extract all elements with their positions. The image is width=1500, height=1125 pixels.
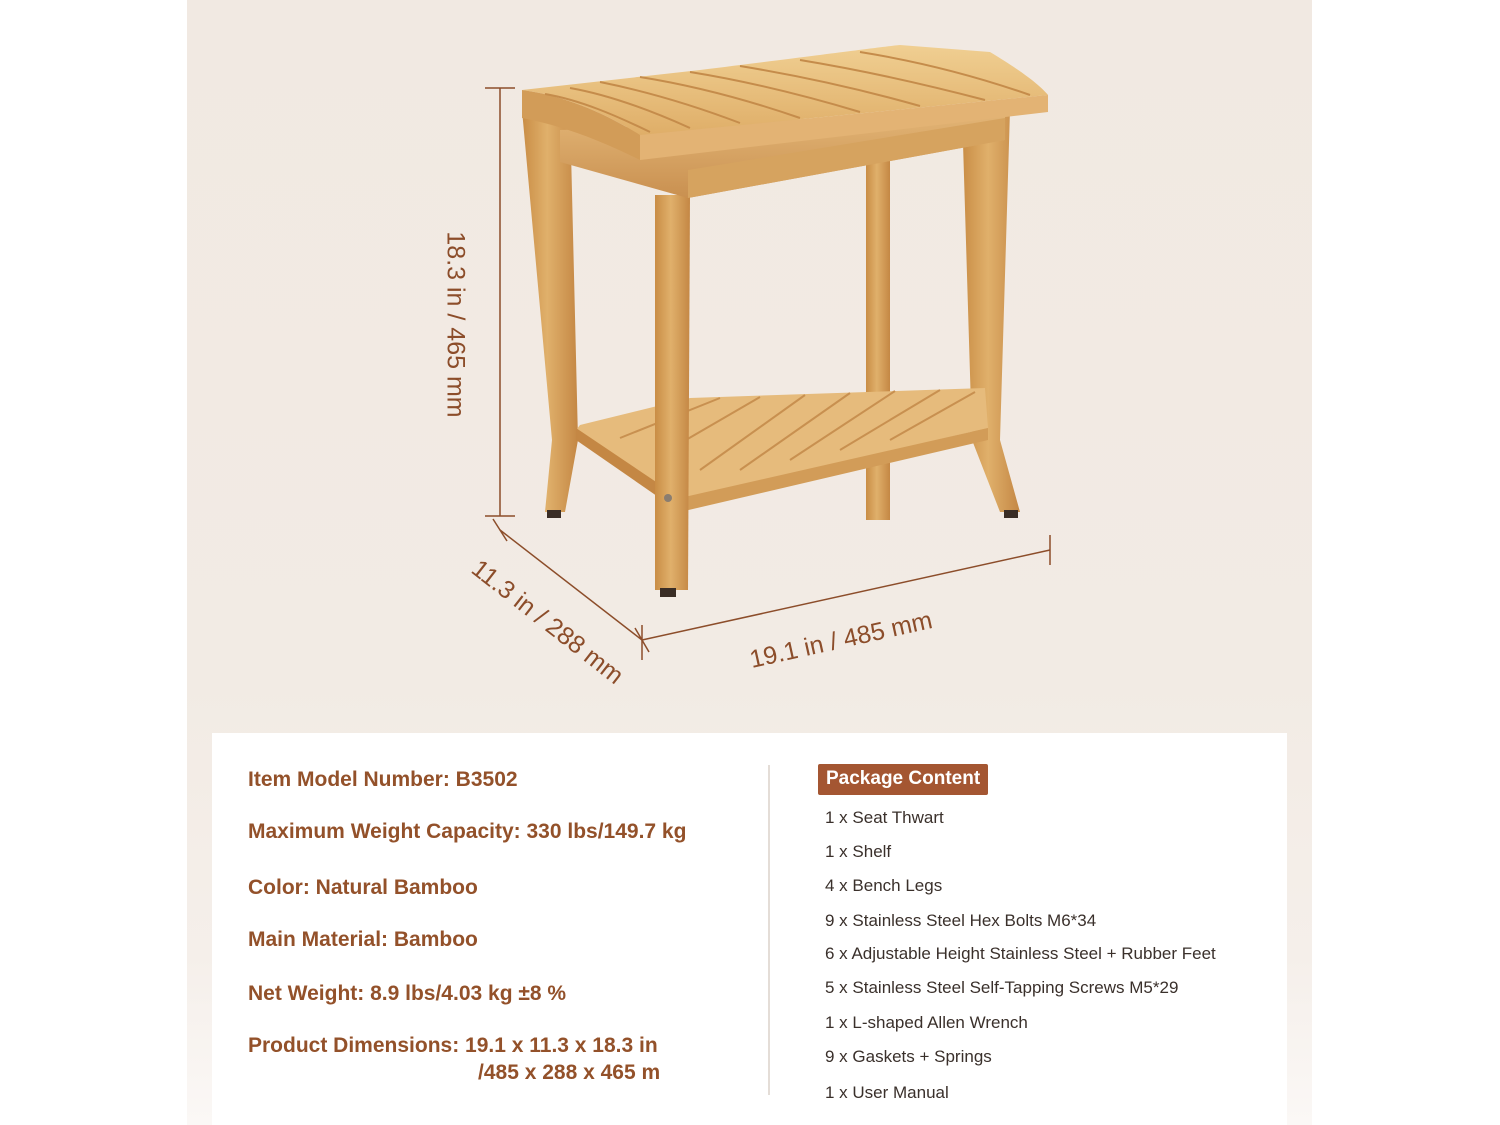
back-left-leg xyxy=(522,110,578,512)
back-right-foot xyxy=(1004,510,1018,518)
back-left-foot xyxy=(547,510,561,518)
dimensions-spec: Product Dimensions: 19.1 x 11.3 x 18.3 in xyxy=(248,1034,658,1057)
depth-dimension-label: 11.3 in / 288 mm xyxy=(466,554,629,690)
package-item: 5 x Stainless Steel Self-Tapping Screws M5*29 xyxy=(825,978,1179,997)
material-spec: Main Material: Bamboo xyxy=(248,928,478,951)
color-spec: Color: Natural Bamboo xyxy=(248,876,478,899)
dimensions-spec-metric: /485 x 288 x 465 m xyxy=(478,1061,661,1084)
net-weight-spec: Net Weight: 8.9 lbs/4.03 kg ±8 % xyxy=(248,982,567,1005)
package-item: 9 x Stainless Steel Hex Bolts M6*34 xyxy=(825,911,1097,930)
package-item: 1 x Shelf xyxy=(825,842,892,861)
bolt-head xyxy=(664,494,672,502)
package-content-badge: Package Content xyxy=(818,764,988,795)
height-dimension-label: 18.3 in / 465 mm xyxy=(441,231,470,418)
weight-capacity: Maximum Weight Capacity: 330 lbs/149.7 kg xyxy=(248,820,687,843)
package-item: 1 x Seat Thwart xyxy=(825,808,944,827)
front-left-foot xyxy=(660,588,676,597)
back-right-leg xyxy=(962,110,1020,512)
package-item: 1 x User Manual xyxy=(825,1083,949,1102)
front-left-leg xyxy=(655,195,690,590)
package-item: 4 x Bench Legs xyxy=(825,876,943,895)
model-number: Item Model Number: B3502 xyxy=(248,768,518,791)
package-item: 1 x L-shaped Allen Wrench xyxy=(825,1013,1028,1032)
package-item: 6 x Adjustable Height Stainless Steel + Rubber Feet xyxy=(825,944,1216,963)
width-dimension-label: 19.1 in / 485 mm xyxy=(747,606,935,674)
package-item: 9 x Gaskets + Springs xyxy=(825,1047,992,1066)
column-divider xyxy=(768,765,770,1095)
